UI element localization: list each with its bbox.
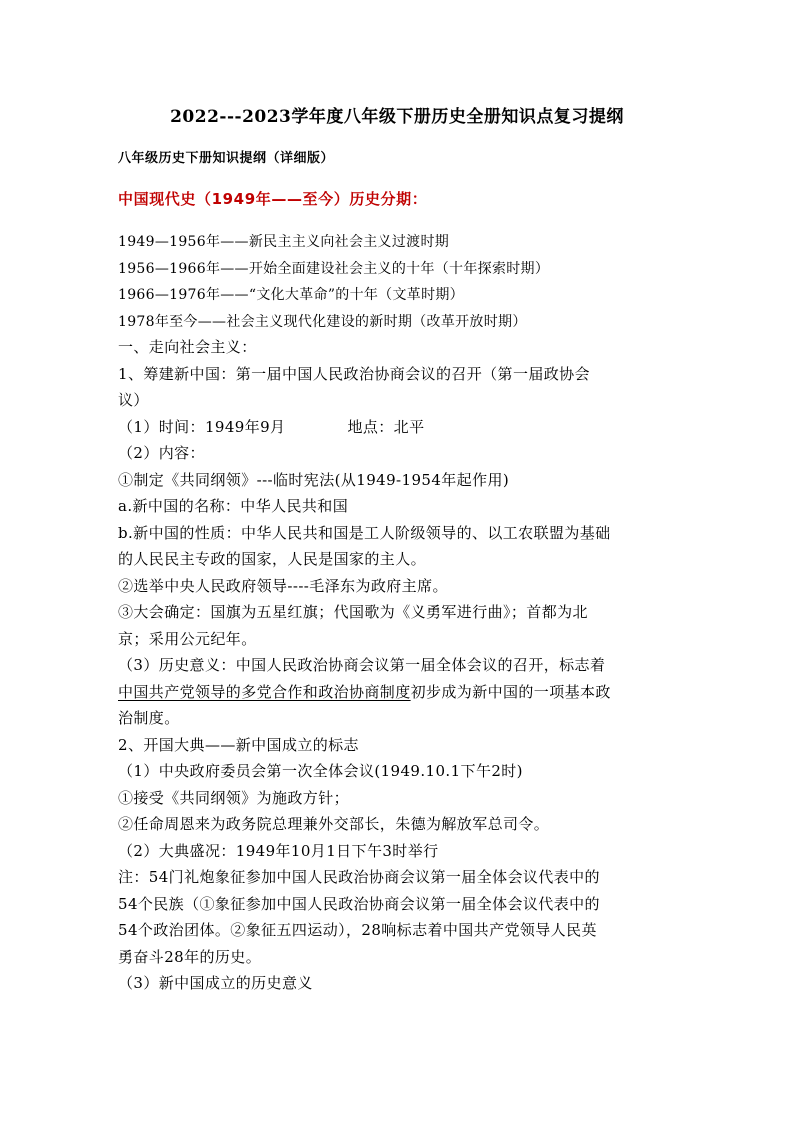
text-line: （3）新中国成立的历史意义: [118, 974, 313, 992]
document-title: 2022---2023学年度八年级下册历史全册知识点复习提纲: [170, 107, 624, 127]
text-line: 1、筹建新中国：第一届中国人民政治协商会议的召开（第一届政协会: [118, 364, 590, 383]
text-line: ③大会确定：国旗为五星红旗；代国歌为《义勇军进行曲》；首都为北: [118, 603, 588, 621]
section-heading: 一、走向社会主义：: [118, 338, 257, 356]
text-line: 54个政治团体。②象征五四运动），28响标志着中国共产党领导人民英: [118, 921, 597, 939]
text-line: 注：54门礼炮象征参加中国人民政治协商会议第一届全体会议代表中的: [118, 868, 600, 886]
document-body: [118, 334, 678, 997]
period-item: 1949—1956年——新民主主义向社会主义过渡时期: [118, 234, 450, 250]
text-line: [118, 414, 678, 441]
text-line: ①接受《共同纲领》为施政方针；: [118, 788, 350, 807]
document-subtitle: 八年级历史下册知识提纲（详细版）: [118, 151, 335, 166]
text-line: ②任命周恩来为政务院总理兼外交部长，朱德为解放军总司令。: [118, 815, 550, 833]
text-line: （3）历史意义：中国人民政治协商会议第一届全体会议的召开，标志着: [118, 656, 606, 674]
text-line: （2）大典盛况：1949年10月1日下午3时举行: [118, 841, 439, 860]
text-line: a.新中国的名称：中华人民共和国: [118, 497, 349, 515]
text-line: 京；采用公元纪年。: [118, 629, 257, 648]
text-line: ①制定《共同纲领》---临时宪法(从1949-1954年起作用): [118, 470, 510, 489]
time-text: （1）时间：1949年9月: [118, 417, 286, 436]
period-item: 1956—1966年——开始全面建设社会主义的十年（十年探索时期）: [118, 260, 550, 277]
underlined-text: 中国共产党领导的多党合作和政治协商制度: [118, 682, 411, 701]
text-line: （2）内容：: [118, 444, 205, 462]
text-line: 的人民民主专政的国家，人民是国家的主人。: [118, 550, 427, 568]
period-list: [118, 229, 718, 335]
text-line: （1）中央政府委员会第一次全体会议(1949.10.1下午2时): [118, 762, 523, 780]
text-line: ②选举中央人民政府领导----毛泽东为政府主席。: [118, 576, 448, 595]
period-item: 1978年至今——社会主义现代化建设的新时期（改革开放时期）: [118, 313, 527, 330]
text-line: b.新中国的性质：中华人民共和国是工人阶级领导的、以工农联盟为基础: [118, 523, 611, 542]
text-line: 议）: [118, 391, 149, 409]
text-line: 勇奋斗28年的历史。: [118, 947, 262, 966]
text-line: [118, 679, 678, 706]
period-item: 1966—1976年——“文化大革命”的十年（文革时期）: [118, 287, 464, 303]
section-heading: 2、开国大典——新中国成立的标志: [118, 735, 359, 754]
period-heading: 中国现代史（1949年——至今）历史分期：: [118, 190, 428, 208]
text-line: 治制度。: [118, 709, 180, 727]
place-text: 地点：北平: [347, 417, 425, 436]
text-line: 54个民族（①象征参加中国人民政治协商会议第一届全体会议代表中的: [118, 894, 600, 913]
text-span: 初步成为新中国的一项基本政: [410, 682, 611, 701]
